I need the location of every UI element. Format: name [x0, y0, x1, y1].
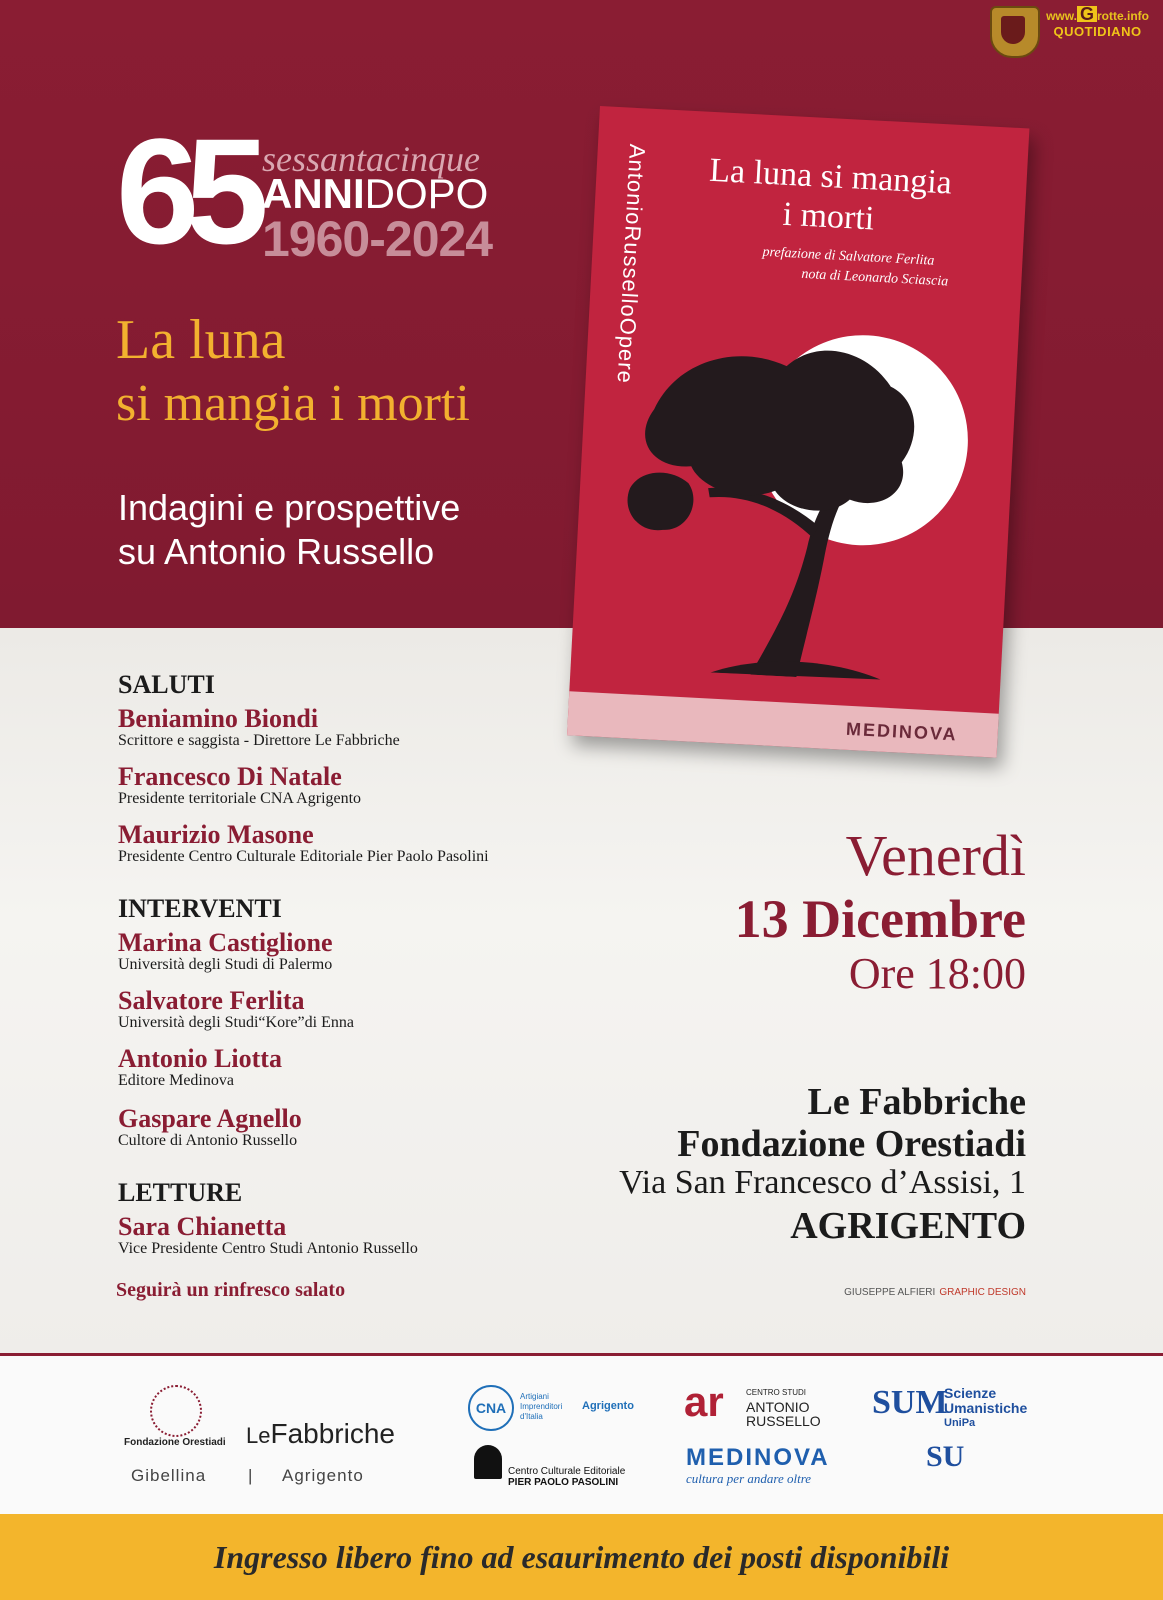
event-time: Ore 18:00 — [848, 949, 1026, 998]
speaker-name: Salvatore Ferlita — [118, 986, 305, 1015]
book-publisher: MEDINOVA — [845, 718, 959, 745]
credit-role: GRAPHIC DESIGN — [939, 1287, 1026, 1298]
speaker-name: Gaspare Agnello — [118, 1104, 302, 1133]
book-cover — [567, 106, 1029, 758]
su-logo: SU — [926, 1440, 965, 1473]
speaker-name: Francesco Di Natale — [118, 762, 342, 791]
sum-label — [944, 1386, 1027, 1431]
event-day: Venerdì — [845, 823, 1026, 888]
dopo-label: DOPO — [364, 170, 489, 217]
credit-name: GIUSEPPE ALFIERI — [844, 1287, 936, 1298]
years-range: 1960-2024 — [262, 211, 493, 267]
speaker-name: Sara Chianetta — [118, 1212, 287, 1241]
speaker-name: Antonio Liotta — [118, 1044, 282, 1073]
pasolini-line1: Centro Culturale Editoriale — [508, 1466, 626, 1477]
agrigento-label: Agrigento — [282, 1466, 364, 1485]
book-series: AntonioRusselloOpere — [612, 143, 651, 385]
ar-line1: ANTONIO — [746, 1399, 810, 1415]
fondazione-orestiadi-logo-icon — [150, 1385, 202, 1437]
sum-logo: SUM — [872, 1384, 948, 1421]
letture-heading: LETTURE — [118, 1178, 243, 1207]
venue-city: AGRIGENTO — [790, 1205, 1026, 1247]
wm-sub: QUOTIDIANO — [1053, 24, 1142, 39]
speaker-role: Editore Medinova — [118, 1072, 234, 1089]
refreshment-note: Seguirà un rinfresco salato — [116, 1279, 346, 1301]
speaker-role: Università degli Studi“Kore”di Enna — [118, 1014, 354, 1031]
anniversary-number: 65 — [116, 107, 255, 275]
book-title-line2: i morti — [781, 195, 876, 238]
speaker-role: Presidente Centro Culturale Editoriale Pier Paolo Pasolini — [118, 848, 489, 865]
grotte-watermark — [990, 6, 1149, 58]
speaker-role: Vice Presidente Centro Studi Antonio Russello — [118, 1240, 418, 1257]
fabbriche-word: Fabbriche — [270, 1418, 395, 1449]
wm-rest: rotte.info — [1097, 9, 1149, 23]
anni-label: ANNI — [262, 170, 365, 217]
design-credit — [844, 1287, 1026, 1298]
wm-prefix: www. — [1046, 9, 1077, 23]
sum-line3: UniPa — [944, 1417, 976, 1429]
event-title-line2: si mangia i morti — [116, 375, 470, 432]
anniversary-word: sessantacinque — [262, 139, 480, 179]
saluti-heading: SALUTI — [118, 670, 215, 699]
pasolini-logo-icon — [474, 1445, 502, 1479]
ar-logo-icon: ar — [684, 1378, 724, 1425]
pasolini-label — [508, 1466, 625, 1488]
tree-moon-illustration — [601, 287, 980, 685]
cna-small-text: Artigiani Imprenditori d'Italia — [520, 1392, 563, 1421]
location-separator: | — [248, 1466, 253, 1485]
event-title-line1: La luna — [116, 309, 286, 371]
speaker-name: Beniamino Biondi — [118, 704, 319, 733]
centro-studi-label — [746, 1386, 821, 1428]
event-subtitle-line2: su Antonio Russello — [118, 531, 435, 572]
footer-text: Ingresso libero fino ad esaurimento dei posti disponibili — [213, 1539, 950, 1575]
cna-logo-icon: CNA — [468, 1385, 514, 1431]
event-subtitle-line1: Indagini e prospettive — [118, 487, 461, 528]
cna-agrigento: Agrigento — [582, 1400, 634, 1412]
event-date: 13 Dicembre — [734, 889, 1026, 949]
ar-line2: RUSSELLO — [746, 1413, 821, 1429]
fabbriche-le: Le — [246, 1423, 271, 1448]
sum-line1: Scienze — [944, 1385, 997, 1401]
pasolini-line2: PIER PAOLO PASOLINI — [508, 1477, 619, 1488]
le-fabbriche-logo — [246, 1418, 395, 1450]
sum-line2: Umanistiche — [944, 1400, 1028, 1416]
speaker-role: Università degli Studi di Palermo — [118, 956, 333, 973]
venue-name: Le Fabbriche — [807, 1081, 1026, 1123]
medinova-tagline: cultura per andare oltre — [686, 1471, 812, 1486]
book-title-line1: La luna si mangia — [708, 151, 953, 202]
interventi-heading: INTERVENTI — [118, 894, 282, 923]
speaker-name: Maurizio Masone — [118, 820, 314, 849]
ar-small: CENTRO STUDI — [746, 1388, 806, 1397]
speaker-role: Presidente territoriale CNA Agrigento — [118, 790, 362, 807]
venue-foundation: Fondazione Orestiadi — [677, 1123, 1026, 1165]
venue-address: Via San Francesco d’Assisi, 1 — [619, 1164, 1026, 1201]
speaker-role: Scrittore e saggista - Direttore Le Fabbriche — [118, 732, 400, 749]
fondazione-orestiadi-label: Fondazione Orestiadi — [124, 1437, 226, 1448]
speaker-name: Marina Castiglione — [118, 928, 333, 957]
wm-letter: G — [1077, 6, 1097, 22]
watermark-text — [1046, 6, 1149, 40]
book-note: nota di Leonardo Sciascia — [801, 266, 949, 290]
crest-icon — [990, 6, 1040, 58]
gibellina-label: Gibellina — [131, 1466, 207, 1485]
speaker-role: Cultore di Antonio Russello — [118, 1132, 298, 1149]
book-preface: prefazione di Salvatore Ferlita — [762, 244, 935, 269]
medinova-logo: MEDINOVA — [686, 1444, 830, 1471]
